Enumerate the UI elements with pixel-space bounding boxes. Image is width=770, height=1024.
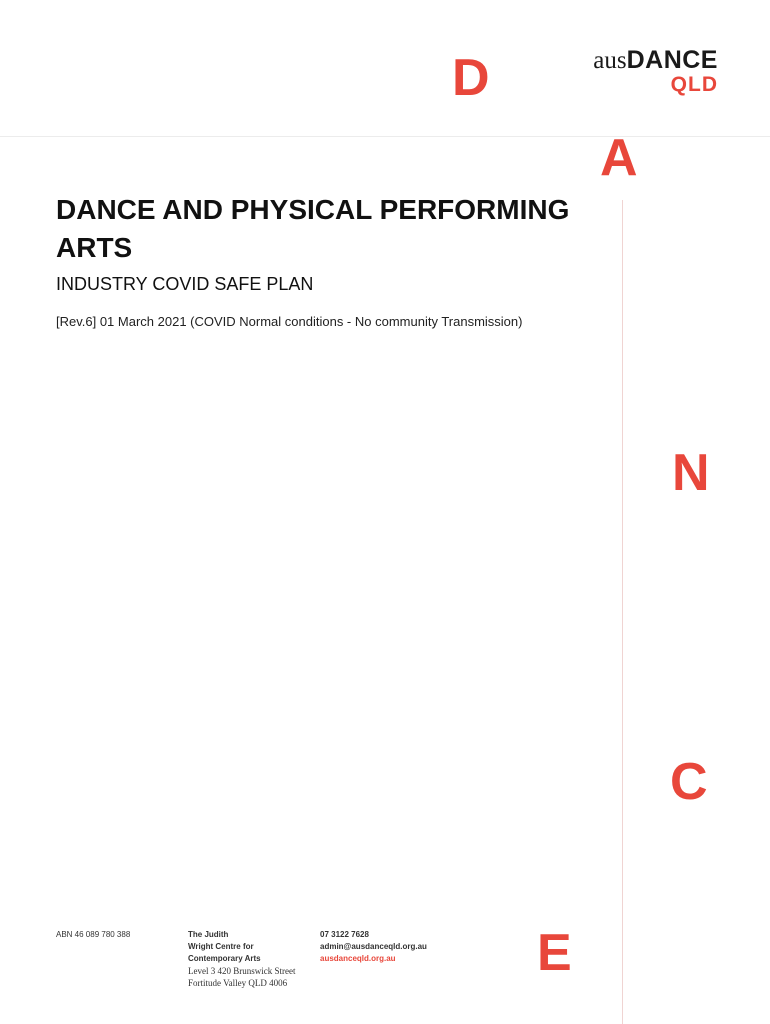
footer-abn: ABN 46 089 780 388 [56, 930, 131, 939]
address-line-1: The Judith [188, 930, 229, 939]
contact-phone: 07 3122 7628 [320, 930, 369, 939]
contact-website-link[interactable]: ausdanceqld.org.au [320, 954, 396, 963]
logo-dance-text: DANCE [626, 46, 718, 74]
side-letter-e: E [537, 924, 572, 982]
document-title: DANCE AND PHYSICAL PERFORMING ARTS [56, 194, 570, 263]
logo-region-text: QLD [670, 73, 718, 96]
contact-email[interactable]: admin@ausdanceqld.org.au [320, 942, 427, 951]
side-letter-c: C [670, 753, 708, 811]
header-divider [0, 136, 770, 137]
address-line-3: Contemporary Arts [188, 954, 261, 963]
ausdance-qld-logo [566, 47, 718, 96]
footer-address [188, 929, 295, 989]
document-revision: [Rev.6] 01 March 2021 (COVID Normal conditions - No community Transmission) [56, 314, 523, 329]
logo-aus-text: aus [593, 47, 627, 74]
address-line-4: Level 3 420 Brunswick Street [188, 966, 296, 976]
side-letter-n: N [672, 444, 710, 502]
footer-contact [320, 929, 427, 965]
vertical-divider [622, 200, 623, 1024]
side-letter-a: A [600, 129, 638, 187]
side-letter-d: D [452, 49, 490, 107]
document-subtitle: INDUSTRY COVID SAFE PLAN [56, 274, 314, 294]
address-line-2: Wright Centre for [188, 942, 254, 951]
address-line-5: Fortitude Valley QLD 4006 [188, 978, 288, 988]
